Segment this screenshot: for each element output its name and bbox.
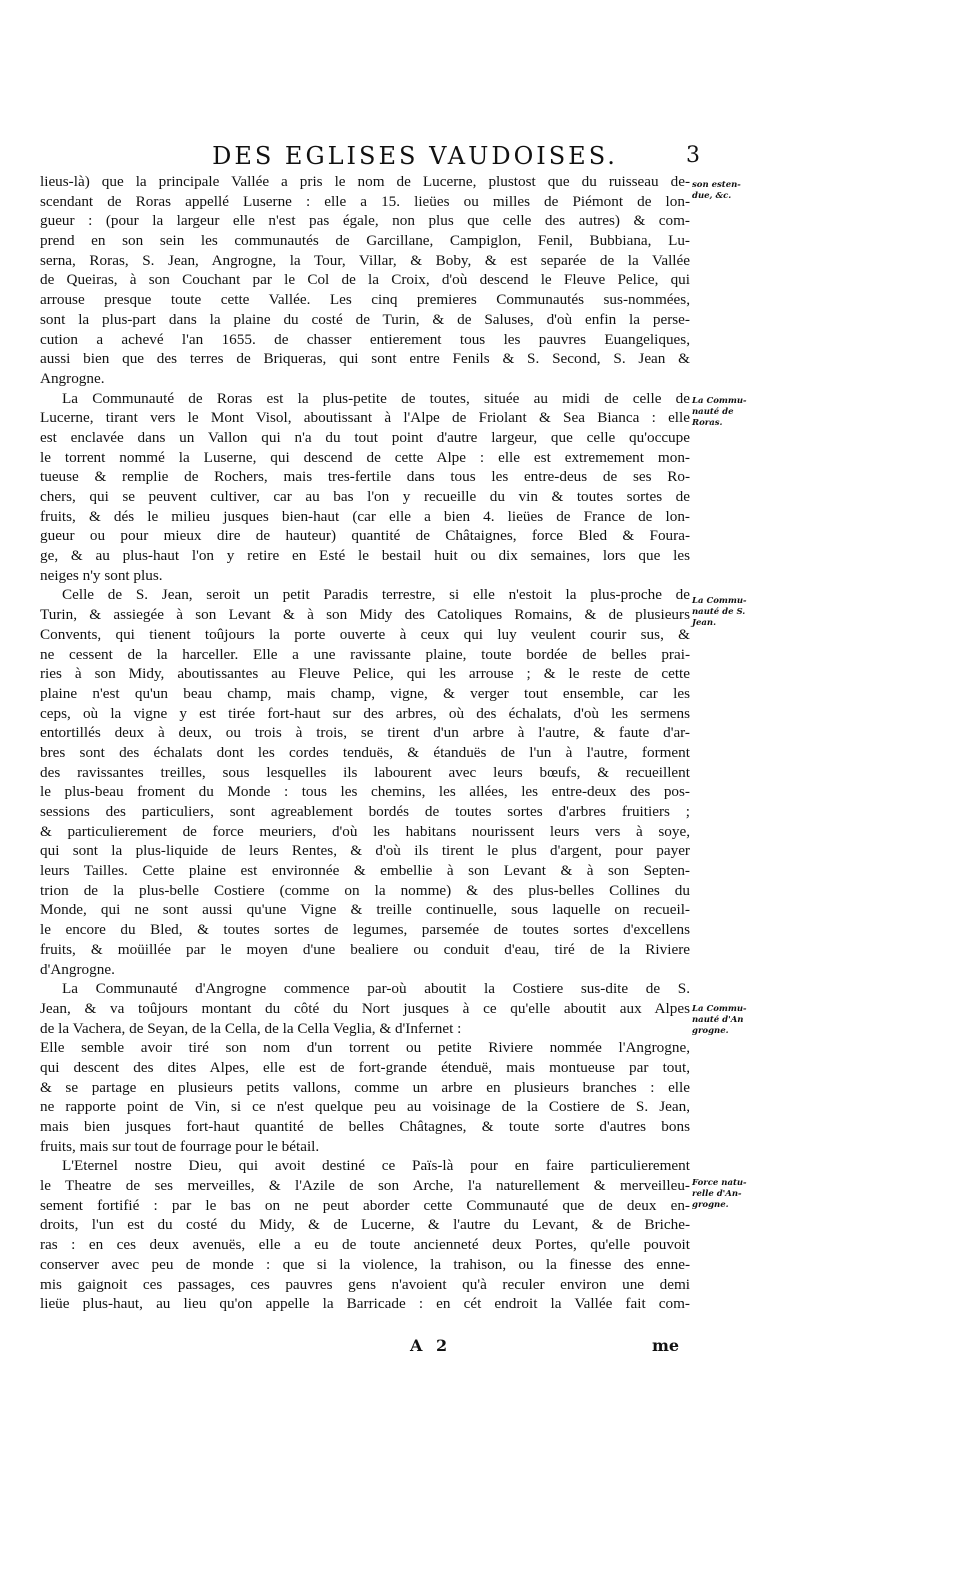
margin-note-line: nauté de — [692, 407, 734, 417]
text-line: Convents, qui tienent toûjours la porte ouverte à ceux qui luy veulent courir sus, & — [40, 625, 690, 643]
margin-note-line: son esten- — [692, 180, 741, 190]
text-line: sement fortifié : par le bas on ne peut aborder cette Communauté que de deux en- — [40, 1196, 690, 1214]
text-line: Elle semble avoir tiré son nom d'un torrent ou petite Riviere nommée l'Angrogne, — [40, 1039, 690, 1057]
text-line: serna, Roras, S. Jean, Angrogne, la Tour, Villar, & Boby, & est separée de la Vallée — [40, 251, 690, 269]
text-line: & particulierement de force meuriers, d'où les habitans nourissent leurs vers à soye, — [40, 822, 690, 840]
text-line: gueur : (pour la largeur elle n'est pas égale, non plus que celle des autres) & com- — [40, 212, 690, 230]
text-line: arrouse presque toute cette Vallée. Les cinq premieres Communautés sus-nommées, — [40, 291, 690, 309]
margin-note — [692, 1178, 762, 1211]
margin-note — [692, 1004, 762, 1037]
margin-note-line: La Commu- — [692, 1004, 747, 1014]
text-line: leurs Tailles. Cette plaine est environnée & embellie à son Levant & à son Septen- — [40, 862, 690, 880]
text-line: lieus-là) que la principale Vallée a pris le nom de Lucerne, plustost que du ruisseau de- — [40, 173, 690, 190]
text-line: tueuse & remplie de Rochers, mais tres-fertile dans tous les entre-deus de ses Ro- — [40, 468, 690, 486]
text-line: & se partage en plusieurs petits vallons, comme un arbre en plusieurs branches : elle — [40, 1078, 690, 1096]
text-line: sont la plus-part dans la plaine du costé de Turin, & de Saluses, d'où enfin la perse- — [40, 310, 690, 328]
text-line: Lucerne, tirant vers le Mont Visol, aboutissant à l'Alpe de Friolant & Sea Bianca : elle — [40, 409, 690, 427]
text-line: ne rapporte point de Vin, si ce n'est quelque peu au voisinage de la Costiere de S. Jean, — [40, 1098, 690, 1116]
margin-note-line: nauté de S. — [692, 607, 746, 617]
margin-note-line: grogne. — [692, 1026, 729, 1036]
text-line: Angrogne. — [40, 369, 105, 387]
text-line: ries à son Midy, aboutissantes au Fleuve Pelice, qui les arrouse ; & le reste de cette — [40, 665, 690, 683]
signature-mark: A 2 — [410, 1336, 452, 1355]
text-line: chers, qui se peuvent cultiver, car au bas l'on y recueille du vin & toutes sortes de — [40, 488, 690, 505]
text-line: gueur ou pour mieux dire de hauteur) quantité de Châtaignes, force Bled & Foura- — [40, 527, 690, 545]
text-line: fruits, mais sur tout de fourrage pour le bétail. — [40, 1137, 320, 1155]
text-line: Monde, qui ne sont aussi qu'une Vigne & treille continuelle, sous laquelle on recueil- — [40, 901, 690, 919]
text-line: d'Angrogne. — [40, 960, 115, 978]
page-number: 3 — [686, 143, 700, 168]
text-line: Turin, & assiegée à son Levant & à son Midy des Catoliques Romains, & de plusieurs — [40, 606, 690, 624]
text-line: des ravissantes treilles, sous lesquelles ils labourent avec leurs bœufs, & recueillent — [40, 763, 690, 781]
text-line: Jean, & va toûjours montant du côté du Nort jusques à ce qu'elle aboutit aux Alpes — [40, 999, 690, 1017]
text-line: mis gaignoit ces passages, ces pauvres gens n'avoient qu'à reculer environ une demi — [40, 1275, 690, 1293]
text-line: ne cessent de la harceller. Elle a une ravissante plaine, toute bordée de belles prai- — [40, 645, 690, 663]
text-line: sessions des particuliers, sont agreablement bordés de toutes sortes d'arbres fruitiers ; — [40, 803, 690, 820]
text-line: le plus-beau froment du Monde : tous les chemins, les allées, les entre-deux des pos- — [40, 783, 690, 801]
text-line: aussi bien que des terres de Briqueras, qui sont entre Fenils & S. Second, S. Jean & — [40, 350, 690, 368]
text-line: droits, l'un est du costé du Midy, & de Lucerne, & l'autre du Levant, & de Briche- — [40, 1216, 690, 1234]
margin-note-line: grogne. — [692, 1200, 729, 1210]
margin-note-line: relle d'An- — [692, 1189, 742, 1199]
text-line: mais bien jusques fort-haut quantité de belles Châtagnes, & toute sorte d'autres bons — [40, 1118, 690, 1135]
text-line: fruits, & dés le milieu jusques bien-haut (car elle a bien 4. lieües de France de lon- — [40, 507, 690, 525]
margin-note — [692, 396, 762, 429]
text-line: le Theatre de ses merveilles, & l'Azile de son Arche, l'a naturellement & merveilleu- — [40, 1177, 690, 1195]
text-line: qui descent des dites Alpes, elle est de fort-grande étenduë, mais montueuse par tout, — [40, 1058, 690, 1076]
text-line: neiges n'y sont plus. — [40, 566, 163, 584]
text-line: de la Vachera, de Seyan, de la Cella, de la Cella Veglia, & d'Infernet : — [40, 1019, 462, 1037]
text-line: lieüe plus-haut, au lieu qu'on appelle la Barricade : en cét endroit la Vallée fait com- — [40, 1295, 690, 1313]
text-line: Celle de S. Jean, seroit un petit Paradis terrestre, si elle n'estoit la plus-proche de — [62, 586, 690, 604]
text-line: ge, & au plus-haut l'on y retire en Esté le bestail huit ou dix semaines, lors que les — [40, 547, 690, 565]
text-line: de Queiras, à son Couchant par le Col de la Croix, d'où descend le Fleuve Pelice, qui — [40, 271, 690, 289]
page-header — [180, 140, 700, 172]
body-text — [40, 172, 690, 1314]
margin-note-line: La Commu- — [692, 396, 747, 406]
margin-note-line: Roras. — [692, 418, 723, 428]
text-line: le torrent nommé la Luserne, qui descend de cette Alpe : elle est extremement mon- — [40, 448, 690, 466]
text-line: ras : en ces deux avenuës, elle a eu de toute ancienneté deux Portes, qu'elle pouvoit — [40, 1236, 690, 1254]
text-line: entortillés deux à deux, ou trois à trois, se tirent d'un arbre à l'autre, & faute d'ar- — [40, 724, 690, 742]
margin-note — [692, 180, 762, 202]
text-line: plaine n'est qu'un beau champ, mais champ, vigne, & verger tout ensemble, car les — [40, 684, 690, 702]
margin-note-line: La Commu- — [692, 596, 747, 606]
margin-note-line: Force natu- — [692, 1178, 747, 1188]
text-line: fruits, & moüillée par le moyen d'une bealiere ou conduit d'eau, tiré de la Riviere — [40, 940, 690, 958]
text-line: scendant de Roras appellé Luserne : elle a 15. lieües ou milles de Piémont de lon- — [40, 192, 690, 210]
text-line: prend en son sein les communautés de Garcillane, Campiglon, Fenil, Bubbiana, Lu- — [40, 232, 690, 250]
margin-note-line: Jean. — [692, 618, 717, 628]
text-line: cution a achevé l'an 1655. de chasser entierement tous les pauvres Euangeliques, — [40, 330, 690, 348]
text-line: ceps, où la vigne y est tirée fort-haut sur des arbres, où des échalats, d'où les sermens — [40, 704, 690, 722]
text-line: La Communauté de Roras est la plus-petite de toutes, située au midi de celle de — [62, 389, 690, 407]
margin-note-line: nauté d'An — [692, 1015, 744, 1025]
text-line: bres sont des échalats dont les cordes tenduës, & étanduës de l'un à l'autre, forment — [40, 743, 690, 761]
text-line: trion de la plus-belle Costiere (comme on la nomme) & des plus-belles Collines du — [40, 881, 690, 899]
running-title: DES EGLISES VAUDOISES. — [212, 142, 618, 170]
text-line: conserver avec peu de monde : que si la violence, la trahison, ou la finesse des enne- — [40, 1255, 690, 1273]
margin-note-line: due, &c. — [692, 191, 732, 201]
text-line: La Communauté d'Angrogne commence par-où aboutit la Costiere sus-dite de S. — [62, 980, 690, 998]
text-line: qui sont la plus-liquide de leurs Rentes, & d'où ils tirent le plus d'argent, pour payer — [40, 842, 690, 860]
catchword: me — [652, 1336, 680, 1355]
text-line: est enclavée dans un Vallon qui n'a du tout point d'autre largeur, que celle qu'occupe — [40, 428, 690, 446]
text-line: le encore du Bled, & toutes sortes de legumes, parsemée de toutes sortes d'excellens — [40, 921, 690, 939]
margin-note — [692, 596, 762, 629]
text-line: L'Eternel nostre Dieu, qui avoit destiné ce Païs-là pour en faire particulierement — [62, 1157, 690, 1175]
